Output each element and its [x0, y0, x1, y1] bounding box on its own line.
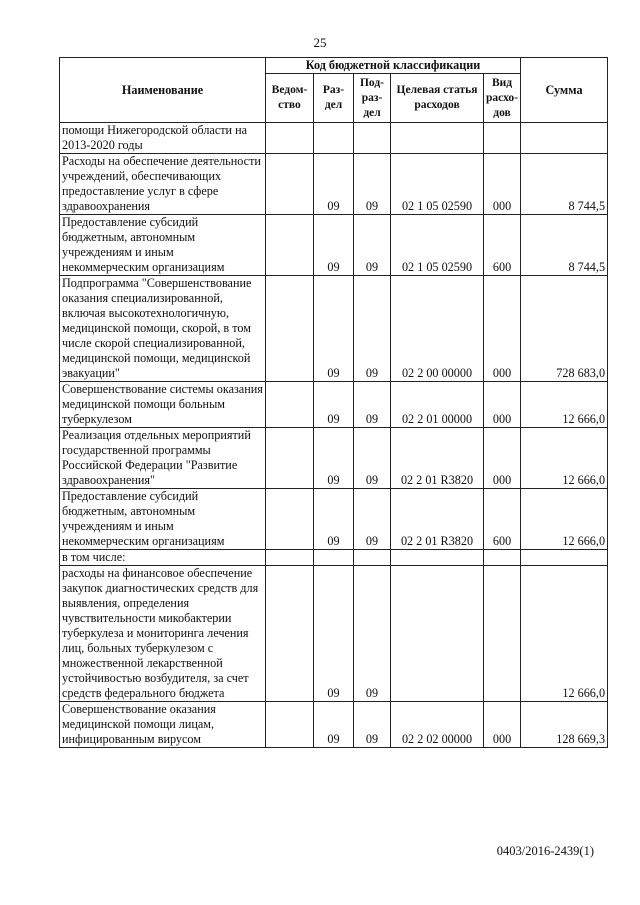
- cell-type: 600: [484, 215, 521, 276]
- cell-type: 000: [484, 702, 521, 748]
- table-row: [60, 382, 608, 428]
- cell-name: Реализация отдельных мероприятий государственной программы Российской Федерации "Развитие здравоохранения": [60, 428, 266, 489]
- table-row: [60, 428, 608, 489]
- header-subsection: Под-раз-дел: [354, 74, 391, 123]
- header-name: Наименование: [60, 58, 266, 123]
- header-sum: Сумма: [521, 58, 608, 123]
- table-row: [60, 215, 608, 276]
- cell-subsection: [354, 550, 391, 566]
- cell-sum: [521, 123, 608, 154]
- cell-section: 09: [314, 702, 354, 748]
- cell-name: Расходы на обеспечение деятельности учреждений, обеспечивающих предоставление услуг в сфере здравоохранения: [60, 154, 266, 215]
- header-dept: Ведом-ство: [266, 74, 314, 123]
- cell-section: 09: [314, 489, 354, 550]
- cell-target: 02 2 01 R3820: [391, 428, 484, 489]
- table-row: [60, 550, 608, 566]
- cell-section: 09: [314, 154, 354, 215]
- cell-name: в том числе:: [60, 550, 266, 566]
- cell-dept: [266, 566, 314, 702]
- cell-sum: 8 744,5: [521, 215, 608, 276]
- cell-name: Совершенствование оказания медицинской помощи лицам, инфицированным вирусом: [60, 702, 266, 748]
- cell-target: 02 1 05 02590: [391, 154, 484, 215]
- cell-dept: [266, 123, 314, 154]
- cell-type: [484, 550, 521, 566]
- cell-section: 09: [314, 428, 354, 489]
- cell-dept: [266, 215, 314, 276]
- cell-sum: 728 683,0: [521, 276, 608, 382]
- cell-name: расходы на финансовое обеспечение закупок диагностических средств для выявления, определения чувствительности микобактерии туберкулеза и мониторинга лечения лиц, больных туберкулезом с множественной лекарственной устойчивостью возбудителя, за счет средств федерального бюджета: [60, 566, 266, 702]
- cell-dept: [266, 276, 314, 382]
- table-row: [60, 566, 608, 702]
- cell-sum: 12 666,0: [521, 489, 608, 550]
- header-classification-group: Код бюджетной классификации: [266, 58, 521, 74]
- cell-subsection: 09: [354, 566, 391, 702]
- cell-sum: 12 666,0: [521, 382, 608, 428]
- cell-section: [314, 123, 354, 154]
- cell-name: Подпрограмма "Совершенствование оказания специализированной, включая высокотехнологичную, медицинской помощи, скорой, в том числе скорой специализированной, медицинской помощи, медицинской эвакуации": [60, 276, 266, 382]
- table-row: [60, 702, 608, 748]
- cell-sum: 8 744,5: [521, 154, 608, 215]
- cell-dept: [266, 382, 314, 428]
- cell-dept: [266, 428, 314, 489]
- cell-target: 02 2 01 R3820: [391, 489, 484, 550]
- cell-target: 02 2 00 00000: [391, 276, 484, 382]
- budget-table: [59, 57, 608, 748]
- cell-dept: [266, 154, 314, 215]
- cell-name: Предоставление субсидий бюджетным, автономным учреждениям и иным некоммерческим организациям: [60, 489, 266, 550]
- cell-name: Совершенствование системы оказания медицинской помощи больным туберкулезом: [60, 382, 266, 428]
- cell-subsection: 09: [354, 382, 391, 428]
- cell-subsection: 09: [354, 428, 391, 489]
- cell-type: 600: [484, 489, 521, 550]
- cell-dept: [266, 489, 314, 550]
- cell-sum: 128 669,3: [521, 702, 608, 748]
- cell-section: 09: [314, 276, 354, 382]
- header-section: Раз-дел: [314, 74, 354, 123]
- cell-subsection: 09: [354, 276, 391, 382]
- cell-section: 09: [314, 215, 354, 276]
- table-row: [60, 123, 608, 154]
- cell-subsection: 09: [354, 154, 391, 215]
- document-code: 0403/2016-2439(1): [496, 844, 594, 858]
- cell-type: [484, 123, 521, 154]
- cell-subsection: 09: [354, 215, 391, 276]
- cell-name: помощи Нижегородской области на 2013-2020 годы: [60, 123, 266, 154]
- table-row: [60, 489, 608, 550]
- page-number: 25: [313, 35, 327, 50]
- cell-target: [391, 566, 484, 702]
- cell-type: [484, 566, 521, 702]
- cell-sum: 12 666,0: [521, 428, 608, 489]
- cell-target: [391, 123, 484, 154]
- cell-sum: [521, 550, 608, 566]
- header-type: Вид расхо-дов: [484, 74, 521, 123]
- cell-sum: 12 666,0: [521, 566, 608, 702]
- cell-type: 000: [484, 428, 521, 489]
- header-target: Целевая статья расходов: [391, 74, 484, 123]
- cell-target: 02 1 05 02590: [391, 215, 484, 276]
- cell-target: 02 2 01 00000: [391, 382, 484, 428]
- cell-dept: [266, 550, 314, 566]
- cell-subsection: [354, 123, 391, 154]
- cell-target: 02 2 02 00000: [391, 702, 484, 748]
- cell-type: 000: [484, 276, 521, 382]
- cell-dept: [266, 702, 314, 748]
- cell-target: [391, 550, 484, 566]
- cell-subsection: 09: [354, 702, 391, 748]
- cell-section: [314, 550, 354, 566]
- cell-name: Предоставление субсидий бюджетным, автономным учреждениям и иным некоммерческим организациям: [60, 215, 266, 276]
- table-row: [60, 276, 608, 382]
- table-row: [60, 154, 608, 215]
- cell-type: 000: [484, 154, 521, 215]
- cell-section: 09: [314, 566, 354, 702]
- cell-type: 000: [484, 382, 521, 428]
- cell-section: 09: [314, 382, 354, 428]
- cell-subsection: 09: [354, 489, 391, 550]
